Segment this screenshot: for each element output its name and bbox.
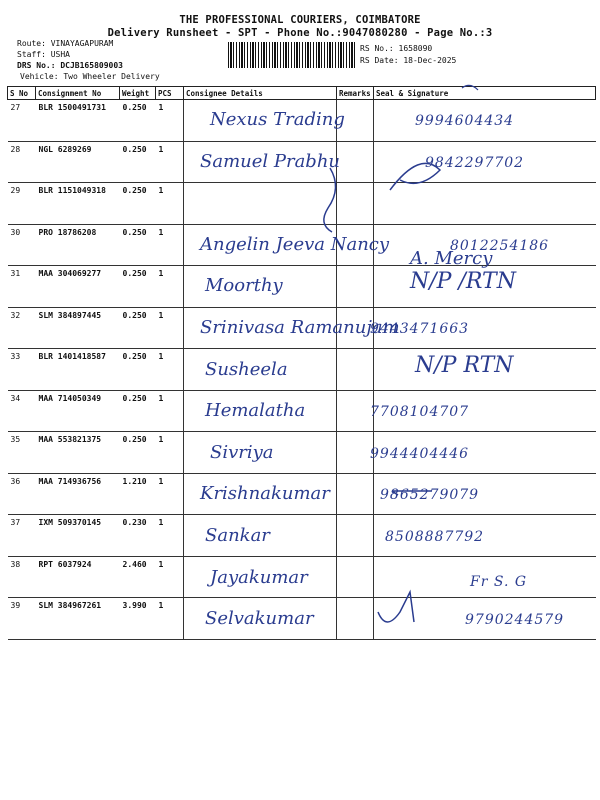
table-row: [8, 183, 596, 225]
vehicle-label: Vehicle: Two Wheeler Delivery: [20, 72, 160, 81]
cell-pcs: 1: [156, 515, 184, 557]
cell-consignment: MAA 714050349: [36, 390, 120, 432]
cell-consignment: BLR 1151049318: [36, 183, 120, 225]
drs-number: DRS No.: DCJB165809003: [17, 61, 123, 70]
handwritten-consignee: Srinivasa Ramanujam: [200, 317, 400, 338]
cell-consignment: NGL 6289269: [36, 141, 120, 183]
cell-remarks: [337, 473, 374, 515]
cell-weight: 1.210: [120, 473, 156, 515]
cell-pcs: 1: [156, 432, 184, 474]
cell-consignment: SLM 384897445: [36, 307, 120, 349]
rs-date: RS Date: 18-Dec-2025: [360, 56, 457, 65]
cell-pcs: 1: [156, 141, 184, 183]
cell-consignee: [184, 183, 337, 225]
cell-remarks: [337, 515, 374, 557]
handwritten-signature: 9842297702: [425, 154, 525, 171]
cell-consignee: [184, 307, 337, 349]
handwritten-signature: N/P RTN: [415, 352, 514, 378]
cell-weight: 2.460: [120, 556, 156, 598]
table-row: [8, 141, 596, 183]
cell-consignment: SLM 384967261: [36, 598, 120, 640]
cell-signature: [374, 349, 596, 391]
cell-weight: 0.250: [120, 100, 156, 142]
cell-weight: 0.250: [120, 183, 156, 225]
handwritten-consignee: Krishnakumar: [200, 483, 330, 505]
cell-sno: 39: [8, 598, 36, 640]
cell-pcs: 1: [156, 307, 184, 349]
cell-weight: 0.250: [120, 224, 156, 266]
cell-remarks: [337, 390, 374, 432]
handwritten-signature: 9994604434: [415, 113, 515, 129]
runsheet-table: [7, 86, 596, 640]
cell-sno: 35: [8, 432, 36, 474]
table-row: [8, 390, 596, 432]
cell-consignment: RPT 6037924: [36, 556, 120, 598]
handwritten-consignee: Hemalatha: [205, 400, 306, 422]
cell-signature: [374, 390, 596, 432]
cell-consignee: [184, 390, 337, 432]
cell-consignment: BLR 1401418587: [36, 349, 120, 391]
cell-pcs: 1: [156, 266, 184, 308]
cell-signature: [374, 556, 596, 598]
cell-remarks: [337, 432, 374, 474]
cell-pcs: 1: [156, 183, 184, 225]
table-row: [8, 224, 596, 266]
cell-remarks: [337, 307, 374, 349]
cell-pcs: 1: [156, 598, 184, 640]
handwritten-consignee: Sivriya: [210, 441, 274, 463]
table-row: [8, 349, 596, 391]
cell-sno: 33: [8, 349, 36, 391]
col-remarks: Remarks: [337, 87, 374, 100]
cell-weight: 0.250: [120, 390, 156, 432]
cell-sno: 31: [8, 266, 36, 308]
col-pcs: PCS: [156, 87, 184, 100]
handwritten-consignee: Nexus Trading: [210, 109, 345, 130]
handwritten-consignee: Angelin Jeeva Nancy: [200, 233, 390, 255]
cell-weight: 0.250: [120, 141, 156, 183]
cell-signature: [374, 100, 596, 142]
cell-signature: [374, 473, 596, 515]
cell-signature: [374, 183, 596, 225]
cell-pcs: 1: [156, 390, 184, 432]
cell-sno: 38: [8, 556, 36, 598]
cell-remarks: [337, 141, 374, 183]
cell-pcs: 1: [156, 100, 184, 142]
table-row: [8, 307, 596, 349]
cell-consignee: [184, 141, 337, 183]
col-signature: Seal & Signature: [374, 87, 596, 100]
rs-number: RS No.: 1658090: [360, 44, 433, 53]
col-consignment: Consignment No: [36, 87, 120, 100]
table-row: [8, 473, 596, 515]
cell-consignee: [184, 100, 337, 142]
handwritten-consignee: Susheela: [205, 358, 288, 380]
cell-signature: [374, 307, 596, 349]
cell-weight: 0.250: [120, 266, 156, 308]
cell-sno: 28: [8, 141, 36, 183]
cell-pcs: 1: [156, 224, 184, 266]
cell-sno: 34: [8, 390, 36, 432]
cell-sno: 30: [8, 224, 36, 266]
cell-remarks: [337, 349, 374, 391]
route-label: Route: VINAYAGAPURAM: [17, 39, 114, 48]
cell-consignee: [184, 473, 337, 515]
company-title: THE PROFESSIONAL COURIERS, COIMBATORE: [179, 14, 421, 26]
handwritten-signature: 7708104707: [370, 404, 470, 421]
cell-consignment: BLR 1500491731: [36, 100, 120, 142]
cell-signature: [374, 266, 596, 308]
cell-consignee: [184, 349, 337, 391]
cell-consignee: [184, 556, 337, 598]
barcode: [228, 42, 356, 68]
table-row: [8, 100, 596, 142]
cell-pcs: 1: [156, 473, 184, 515]
handwritten-note: A. Mercy: [410, 248, 493, 269]
cell-sno: 32: [8, 307, 36, 349]
table-row: [8, 515, 596, 557]
cell-consignment: MAA 553821375: [36, 432, 120, 474]
cell-pcs: 1: [156, 556, 184, 598]
col-sno: S No: [8, 87, 36, 100]
cell-remarks: [337, 183, 374, 225]
cell-consignment: PRO 18786208: [36, 224, 120, 266]
handwritten-note: Fr S. G: [470, 574, 528, 590]
col-weight: Weight: [120, 87, 156, 100]
handwritten-signature: 9865279079: [380, 487, 480, 504]
cell-sno: 36: [8, 473, 36, 515]
table-row: [8, 556, 596, 598]
handwritten-consignee: Selvakumar: [205, 608, 314, 630]
cell-consignee: [184, 515, 337, 557]
cell-signature: [374, 515, 596, 557]
cell-weight: 3.990: [120, 598, 156, 640]
cell-signature: [374, 432, 596, 474]
handwritten-signature: 9944404446: [370, 445, 470, 462]
handwritten-signature: 9790244579: [465, 612, 565, 629]
cell-weight: 0.250: [120, 349, 156, 391]
cell-remarks: [337, 556, 374, 598]
cell-consignment: MAA 714936756: [36, 473, 120, 515]
cell-consignee: [184, 224, 337, 266]
runsheet-subtitle: Delivery Runsheet - SPT - Phone No.:9047080280 - Page No.:3: [107, 27, 493, 39]
cell-remarks: [337, 224, 374, 266]
handwritten-signature: 8012254186: [450, 237, 550, 254]
handwritten-consignee: Sankar: [205, 525, 270, 546]
cell-signature: [374, 598, 596, 640]
handwritten-consignee: Moorthy: [205, 275, 283, 297]
cell-weight: 0.250: [120, 432, 156, 474]
handwritten-signature: 9443471663: [370, 321, 470, 337]
col-consignee: Consignee Details: [184, 87, 337, 100]
cell-consignee: [184, 598, 337, 640]
cell-consignment: MAA 304069277: [36, 266, 120, 308]
cell-consignee: [184, 432, 337, 474]
cell-remarks: [337, 100, 374, 142]
handwritten-consignee: Samuel Prabhu: [200, 150, 341, 172]
cell-weight: 0.230: [120, 515, 156, 557]
cell-consignee: [184, 266, 337, 308]
cell-remarks: [337, 598, 374, 640]
cell-signature: [374, 141, 596, 183]
table-row: [8, 432, 596, 474]
handwritten-consignee: Jayakumar: [210, 566, 308, 588]
cell-weight: 0.250: [120, 307, 156, 349]
cell-remarks: [337, 266, 374, 308]
handwritten-signature: 8508887792: [385, 529, 485, 545]
cell-sno: 27: [8, 100, 36, 142]
staff-label: Staff: USHA: [17, 50, 70, 59]
cell-signature: [374, 224, 596, 266]
table-row: [8, 266, 596, 308]
handwritten-signature: N/P /RTN: [410, 269, 516, 295]
cell-sno: 29: [8, 183, 36, 225]
cell-consignment: IXM 509370145: [36, 515, 120, 557]
cell-sno: 37: [8, 515, 36, 557]
table-header-row: [8, 87, 596, 100]
table-row: [8, 598, 596, 640]
cell-pcs: 1: [156, 349, 184, 391]
